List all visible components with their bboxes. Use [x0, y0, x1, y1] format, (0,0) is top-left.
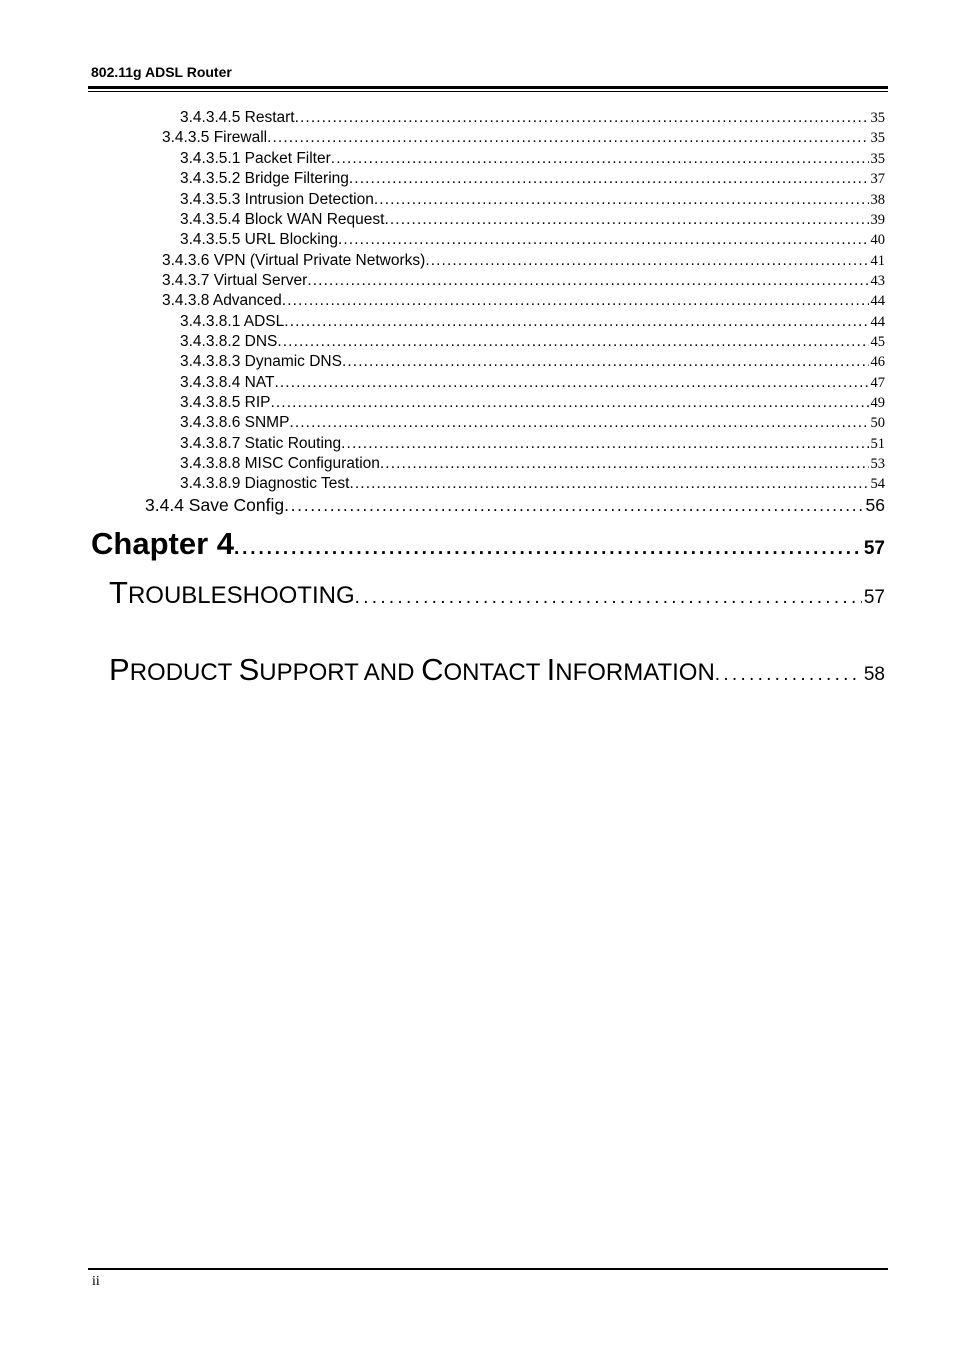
support-w1-initial: P	[109, 652, 130, 687]
toc-leader	[284, 495, 863, 516]
support-w4-rest: NFORMATION	[555, 659, 715, 686]
toc-leader	[341, 435, 868, 453]
toc-entry[interactable]	[180, 374, 885, 392]
toc-entry-label: 3.4.3.8.5 RIP	[180, 394, 271, 411]
toc-entry[interactable]	[180, 475, 885, 493]
toc-entry-page: 46	[870, 354, 885, 370]
toc-entry-page: 47	[870, 375, 885, 391]
toc-support-page: 58	[863, 664, 885, 685]
toc-leader	[425, 252, 868, 270]
page-header-title: 802.11g ADSL Router	[91, 64, 232, 80]
toc-leader	[338, 231, 869, 249]
toc-entry-label: 3.4.3.7 Virtual Server	[162, 272, 308, 289]
toc-entry[interactable]	[180, 414, 885, 432]
footer-page-number: ii	[92, 1274, 100, 1289]
toc-entry-page: 53	[870, 456, 885, 472]
toc-entry[interactable]	[162, 252, 885, 270]
toc-leader	[307, 272, 868, 290]
toc-entry-label: 3.4.3.8.3 Dynamic DNS	[180, 353, 342, 370]
toc-entry-label: 3.4.3.4.5 Restart	[180, 109, 295, 126]
toc-entry-page: 44	[870, 293, 885, 309]
toc-entry-label: 3.4.3.8.2 DNS	[180, 333, 278, 350]
toc-entry-label: 3.4.3.5.4 Block WAN Request	[180, 211, 385, 228]
support-w2-rest: UPPORT AND	[259, 659, 422, 686]
toc-entry-page: 35	[870, 151, 885, 167]
toc-entry-label: 3.4.3.5.1 Packet Filter	[180, 150, 331, 167]
toc-entry-page: 51	[870, 436, 885, 452]
toc-entry-page: 37	[870, 171, 885, 187]
toc-entry[interactable]	[162, 272, 885, 290]
toc-entry-label: 3.4.3.5.5 URL Blocking	[180, 231, 338, 248]
toc-leader	[270, 394, 868, 412]
toc-leader	[331, 150, 869, 168]
header-rule-thick	[88, 86, 888, 89]
support-w3-rest: ONTACT	[443, 659, 547, 686]
toc-leader	[349, 170, 869, 188]
toc-entry-label: 3.4.3.6 VPN (Virtual Private Networks)	[162, 252, 426, 269]
toc-entry[interactable]	[180, 211, 885, 229]
toc-entry-page: 35	[870, 130, 885, 146]
toc-troubleshooting-label	[109, 575, 355, 611]
toc-entry-label: 3.4.3.5.2 Bridge Filtering	[180, 170, 349, 187]
toc-leader	[349, 475, 868, 493]
toc-support-entry[interactable]	[109, 652, 885, 688]
toc-entry-page: 39	[870, 212, 885, 228]
toc-entry-label: 3.4.3.5 Firewall	[162, 129, 268, 146]
footer-rule	[88, 1268, 888, 1270]
toc-entry[interactable]	[145, 495, 885, 516]
toc-chapter-page: 57	[863, 538, 885, 559]
toc-entry-label: 3.4.3.8.7 Static Routing	[180, 435, 342, 452]
toc-leader	[380, 455, 869, 473]
toc-entry-page: 45	[870, 334, 885, 350]
toc-entry-label: 3.4.3.8.9 Diagnostic Test	[180, 475, 350, 492]
toc-entry-page: 41	[870, 253, 885, 269]
toc-leader	[295, 109, 869, 127]
toc-entry[interactable]	[162, 129, 885, 147]
toc-entry-label: 3.4.3.8.8 MISC Configuration	[180, 455, 380, 472]
toc-entry-label: 3.4.3.5.3 Intrusion Detection	[180, 191, 374, 208]
toc-entry[interactable]	[180, 231, 885, 249]
toc-leader	[284, 313, 868, 331]
support-w4-initial: I	[546, 652, 556, 687]
toc-chapter-entry[interactable]	[91, 526, 885, 562]
toc-leader	[277, 333, 868, 351]
toc-entry-page: 54	[870, 476, 885, 492]
toc-troubleshooting-entry[interactable]	[109, 575, 885, 611]
toc-entry[interactable]	[180, 313, 885, 331]
toc-entry-page: 50	[870, 415, 885, 431]
toc-troubleshooting-page: 57	[863, 587, 885, 608]
toc-leader	[384, 211, 868, 229]
toc-entry[interactable]	[180, 353, 885, 371]
toc-leader	[274, 374, 868, 392]
support-w3-initial: C	[421, 652, 444, 687]
toc-entry[interactable]	[180, 333, 885, 351]
toc-entry-page: 40	[870, 232, 885, 248]
toc-entry-page: 56	[865, 495, 885, 515]
toc-entry[interactable]	[180, 109, 885, 127]
toc-support-label	[109, 652, 715, 688]
toc-leader	[374, 191, 869, 209]
toc-entry-page: 38	[870, 192, 885, 208]
toc-entry[interactable]	[180, 191, 885, 209]
toc-leader	[267, 129, 868, 147]
toc-entry[interactable]	[180, 455, 885, 473]
toc-entry-page: 35	[870, 110, 885, 126]
toc-chapter-label: Chapter 4	[91, 526, 234, 561]
troubleshooting-rest: ROUBLESHOOTING	[127, 582, 355, 609]
toc-leader	[342, 353, 869, 371]
troubleshooting-initial: T	[109, 575, 128, 610]
toc-entry[interactable]	[180, 150, 885, 168]
toc-entry-label: 3.4.4 Save Config	[145, 495, 285, 515]
toc-leader	[355, 587, 862, 609]
toc-entry-page: 49	[870, 395, 885, 411]
toc-leader	[234, 538, 862, 560]
support-w2-initial: S	[238, 652, 260, 687]
toc-entry-page: 43	[870, 273, 885, 289]
toc-leader	[282, 292, 869, 310]
toc-entry-label: 3.4.3.8.1 ADSL	[180, 313, 285, 330]
header-rule-thin	[88, 91, 888, 92]
toc-entry-label: 3.4.3.8.4 NAT	[180, 374, 275, 391]
toc-entry[interactable]	[180, 435, 885, 453]
support-w1-rest: RODUCT	[129, 659, 239, 686]
toc-entry-label: 3.4.3.8.6 SNMP	[180, 414, 290, 431]
toc-entry-label: 3.4.3.8 Advanced	[162, 292, 282, 309]
toc-leader	[289, 414, 868, 432]
toc-leader	[715, 664, 862, 686]
toc-entry[interactable]	[180, 394, 885, 412]
toc-entry-page: 44	[870, 314, 885, 330]
toc-entry[interactable]	[180, 170, 885, 188]
toc-entry[interactable]	[162, 292, 885, 310]
